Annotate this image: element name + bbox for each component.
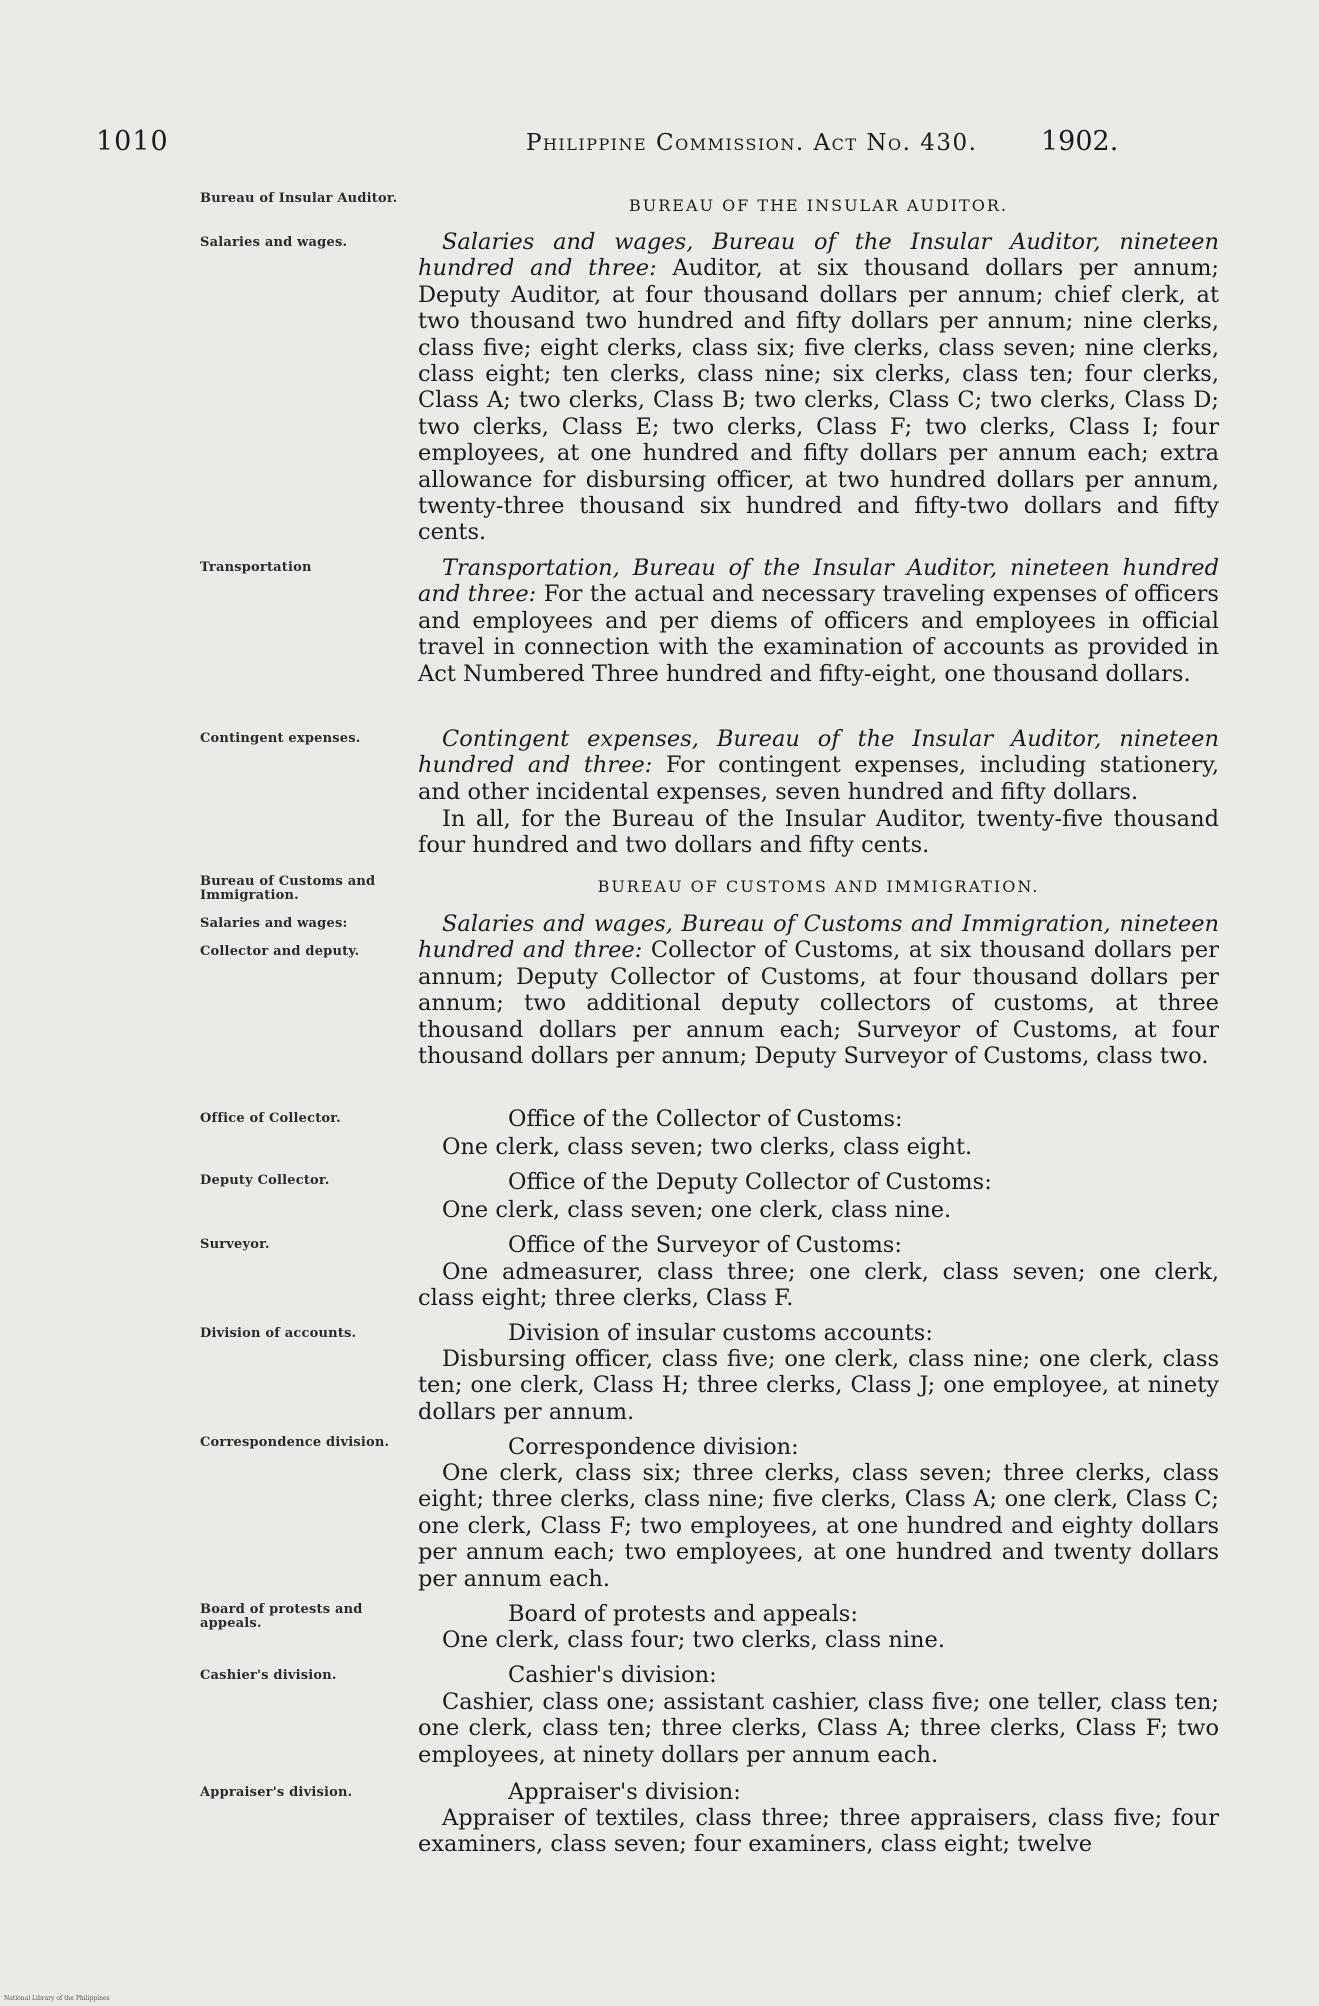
subheading-correspondence: Correspondence division: (508, 1434, 799, 1460)
margin-note-collector-deputy: Collector and deputy. (200, 944, 360, 959)
subheading-office-collector: Office of the Collector of Customs: (508, 1106, 903, 1132)
subheading-accounts: Division of insular customs accounts: (508, 1320, 933, 1346)
section-heading-customs: BUREAU OF CUSTOMS AND IMMIGRATION. (597, 877, 1040, 896)
margin-note-transportation: Transportation (200, 560, 312, 575)
scan-footer: National Library of the Philippines (4, 1995, 110, 2002)
paragraph-text: For the actual and necessary traveling expenses of officers and employees and per diems of officers and employees in official travel in connection with the examination of accounts as provided in Act Numbered Three hundred and fifty-eight, one thousand dollars. (418, 581, 1219, 687)
subheading-protests: Board of protests and appeals: (508, 1601, 858, 1627)
paragraph-text: Auditor, at six thousand dollars per annum; Deputy Auditor, at four thousand dollars per annum; chief clerk, at two thousand two hundred and fifty dollars per annum; nine clerks, class five; eight clerks, class six; five clerks, class seven; nine clerks, class eight; ten clerks, class nine; six clerks, class ten; four clerks, Class A; two clerks, Class B; two clerks, Class C; two clerks, Class D; two clerks, Class E; two clerks, Class F; two clerks, Class I; four employees, at one hundred and fifty dollars per annum each; extra allowance for disbursing officer, at two hundred dollars per annum, twenty-three thousand six hundred and fifty-two dollars and fifty cents. (418, 255, 1220, 546)
margin-note-surveyor: Surveyor. (200, 1237, 270, 1252)
margin-note-correspondence: Correspondence division. (200, 1435, 390, 1450)
paragraph-protests: One clerk, class four; two clerks, class nine. (442, 1627, 945, 1653)
margin-note-customs: Bureau of Customs and Immigration. (200, 874, 376, 903)
lead-italic: Contingent expenses, Bureau of the Insular Auditor, nineteen hundred and three: (418, 726, 1219, 779)
subheading-cashier: Cashier's division: (508, 1662, 717, 1688)
paragraph-accounts: Disbursing officer, class five; one clerk, class nine; one clerk, class ten; one clerk, Class H; three clerks, Class J; one employee, at ninety dollars per annum. (418, 1346, 1219, 1425)
lead-italic: Salaries and wages, Bureau of Customs and Immigration, nineteen hundred and three: (418, 911, 1219, 964)
section-heading-auditor: BUREAU OF THE INSULAR AUDITOR. (629, 196, 1008, 215)
lead-italic: Salaries and wages, Bureau of the Insular Auditor, nineteen hundred and three: (418, 229, 1219, 282)
margin-note-auditor: Bureau of Insular Auditor. (200, 191, 398, 206)
running-head: Philippine Commission. Act No. 430. (526, 130, 978, 156)
paragraph-cashier: Cashier, class one; assistant cashier, class five; one teller, class ten; one clerk, class ten; three clerks, Class A; three clerks, Class F; two employees, at ninety dollars per annum each. (418, 1689, 1219, 1768)
margin-note-office-collector: Office of Collector. (200, 1111, 341, 1126)
paragraph-auditor-transportation (418, 555, 1219, 687)
margin-note-cashier: Cashier's division. (200, 1668, 337, 1683)
margin-note-appraiser: Appraiser's division. (200, 1785, 353, 1800)
page-number: 1010 (96, 126, 169, 157)
paragraph-appraiser: Appraiser of textiles, class three; three appraisers, class five; four examiners, class seven; four examiners, class eight; twelve (418, 1805, 1219, 1858)
margin-note-contingent: Contingent expenses. (200, 731, 361, 746)
paragraph-office-collector: One clerk, class seven; two clerks, class eight. (442, 1134, 973, 1160)
paragraph-auditor-contingent (418, 726, 1219, 805)
subheading-surveyor: Office of the Surveyor of Customs: (508, 1232, 902, 1258)
paragraph-correspondence: One clerk, class six; three clerks, class seven; three clerks, class eight; three clerks, class nine; five clerks, Class A; one clerk, Class C; one clerk, Class F; two employees, at one hundred and eighty dollars per annum each; two employees, at one hundred and twenty dollars per annum each. (418, 1460, 1219, 1592)
paragraph-auditor-total: In all, for the Bureau of the Insular Auditor, twenty-five thousand four hundred and two dollars and fifty cents. (418, 806, 1219, 859)
margin-note-accounts: Division of accounts. (200, 1326, 357, 1341)
paragraph-customs-salaries (418, 911, 1219, 1069)
subheading-deputy-collector: Office of the Deputy Collector of Customs: (508, 1169, 992, 1195)
margin-note-salaries: Salaries and wages. (200, 235, 348, 250)
paragraph-text: Collector of Customs, at six thousand dollars per annum; Deputy Collector of Customs, at four thousand dollars per annum; two additional deputy collectors of customs, at three thousand dollars per annum each; Surveyor of Customs, at four thousand dollars per annum; Deputy Surveyor of Customs, class two. (418, 937, 1219, 1070)
running-head-year: 1902. (1041, 126, 1119, 157)
margin-note-customs-salaries: Salaries and wages: (200, 916, 348, 931)
paragraph-auditor-salaries (418, 229, 1219, 546)
subheading-appraiser: Appraiser's division: (508, 1779, 741, 1805)
lead-italic: Transportation, Bureau of the Insular Auditor, nineteen hundred and three: (418, 555, 1219, 608)
margin-note-protests: Board of protests and appeals. (200, 1602, 363, 1631)
paragraph-text: For contingent expenses, including stationery, and other incidental expenses, seven hundred and fifty dollars. (418, 752, 1219, 805)
paragraph-surveyor: One admeasurer, class three; one clerk, class seven; one clerk, class eight; three clerks, Class F. (418, 1259, 1219, 1312)
paragraph-deputy-collector: One clerk, class seven; one clerk, class nine. (442, 1197, 952, 1223)
page-header (96, 126, 1119, 166)
margin-note-deputy-collector: Deputy Collector. (200, 1173, 330, 1188)
